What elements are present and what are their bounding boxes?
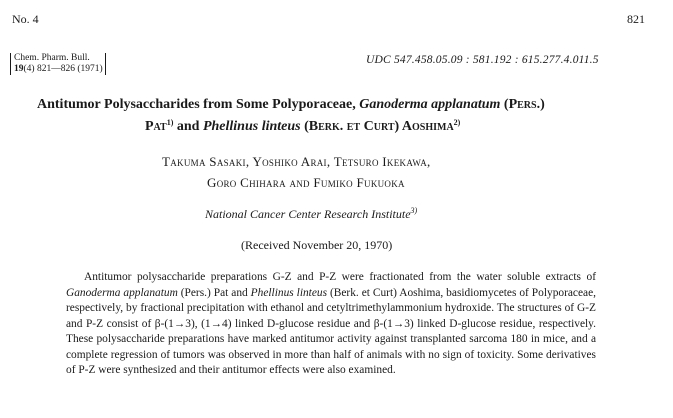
title-species-2: Phellinus linteus bbox=[202, 119, 301, 134]
footnote-ref-2: 2) bbox=[453, 118, 461, 127]
abstract-species-2: Phellinus linteus bbox=[250, 286, 328, 299]
abstract-text-3: (Berk. et Curt) Aoshima, basidiomycetes of Polyporaceae, respectively, by fractional precipitation with ethanol and cetyltrimethylammonium hydroxide. The structures of G-Z and P-Z consist of β-(1→3), (1→4) linked D-glucose residue and β-(1→3) linked D-glucose residue, respectively. These polysaccharide preparations have marked antitumor activity against transplanted sarcoma 180 in mice, and a complete regression of tumors was observed in more than half of animals with no sign of toxicity. Some derivatives of P-Z were synthesized and their antitumor effects were also examined. bbox=[66, 286, 597, 376]
title-authority-2: (Berk. et Curt) Aoshima bbox=[300, 119, 454, 134]
footnote-ref-1: 1) bbox=[166, 118, 174, 127]
affiliation-name: National Cancer Center Research Institute bbox=[205, 207, 411, 221]
received-date: (Received November 20, 1970) bbox=[241, 238, 393, 252]
abstract bbox=[66, 270, 596, 379]
title-and: and bbox=[173, 119, 203, 134]
abstract-paragraph bbox=[66, 270, 596, 379]
page-number: 821 bbox=[627, 12, 645, 26]
journal-volume-pages bbox=[14, 64, 103, 75]
journal-volume: 19 bbox=[14, 64, 24, 74]
title-authority-1: (Pers.) bbox=[500, 97, 545, 112]
footnote-ref-3: 3) bbox=[410, 206, 418, 215]
authors-line-2: Goro Chihara and Fumiko Fukuoka bbox=[207, 175, 405, 190]
title-text: Antitumor Polysaccharides from Some Polyporaceae, bbox=[37, 97, 360, 112]
title-line-1 bbox=[37, 97, 545, 113]
abstract-text-2: (Pers.) Pat and bbox=[177, 286, 251, 299]
affiliation bbox=[205, 206, 417, 222]
udc-code: UDC 547.458.05.09 : 581.192 : 615.277.4.011.5 bbox=[366, 54, 599, 66]
abstract-species-1: Ganoderma applanatum bbox=[66, 286, 178, 299]
journal-citation bbox=[10, 53, 106, 75]
title-line-2 bbox=[145, 118, 460, 135]
issue-number: No. 4 bbox=[12, 12, 39, 26]
title-species-1: Ganoderma applanatum bbox=[359, 97, 501, 112]
title-authority-pat: Pat bbox=[145, 119, 167, 134]
abstract-text-1: Antitumor polysaccharide preparations G-Z and P-Z were fractionated from the water soluble extracts of bbox=[84, 271, 596, 283]
journal-name: Chem. Pharm. Bull. bbox=[14, 53, 90, 63]
authors-line-1: Takuma Sasaki, Yoshiko Arai, Tetsuro Ikekawa, bbox=[162, 154, 431, 169]
journal-issue-pages: (4) 821—826 (1971) bbox=[23, 64, 103, 74]
